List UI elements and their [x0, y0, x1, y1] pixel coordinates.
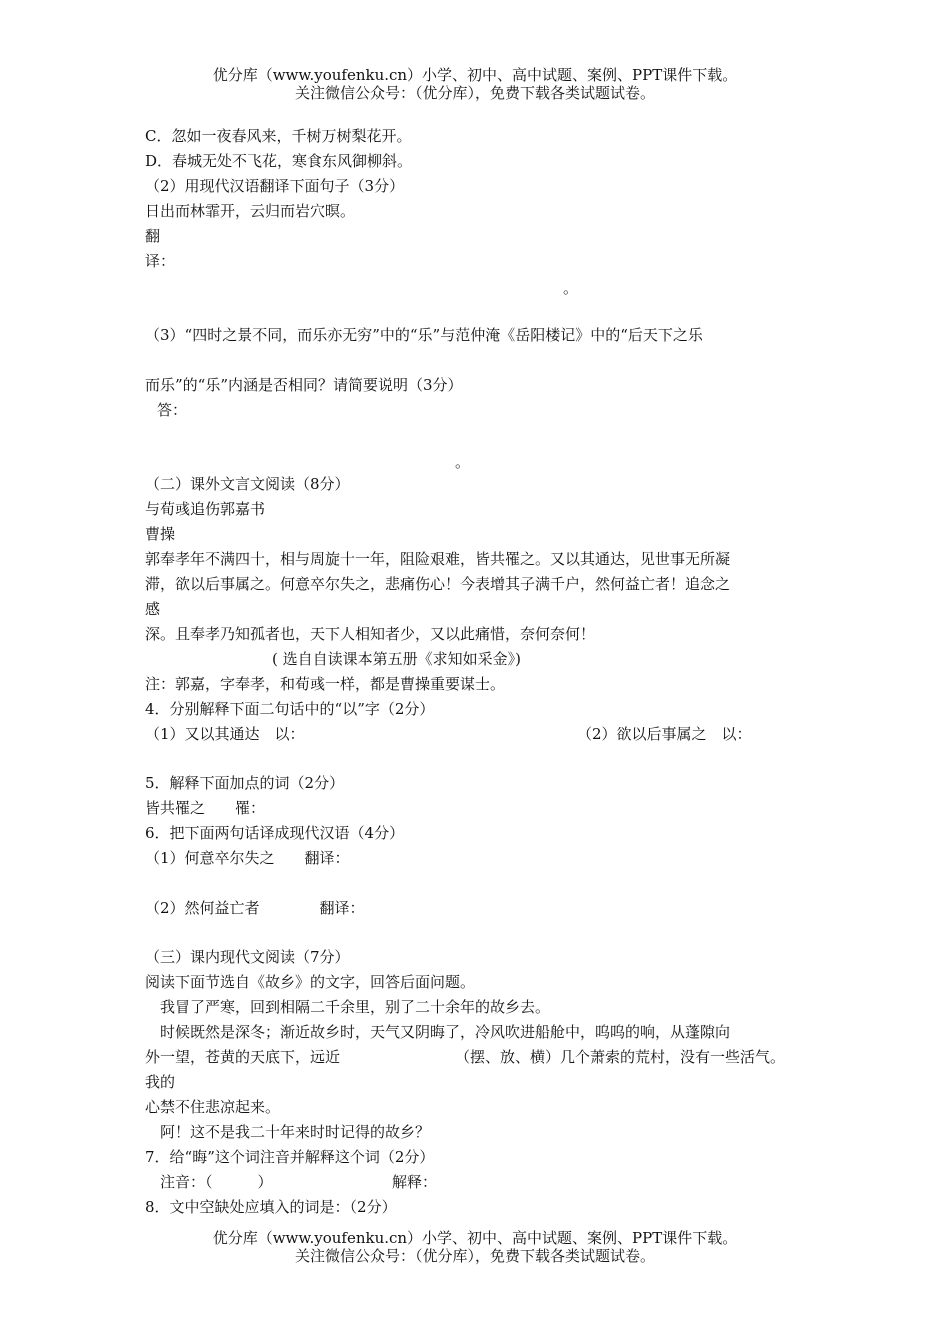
question-4-part-1: （1）又以其通达 以： [145, 725, 305, 743]
excerpt-line-6: 阿！这不是我二十年来时时记得的故乡？ [145, 1123, 431, 1141]
page-footer-line2: 关注微信公众号：（优分库），免费下载各类试题试卷。 [294, 1247, 655, 1265]
answer-end-period: 。 [563, 279, 579, 297]
question-5-item: 皆共罹之 罹： [145, 799, 266, 817]
excerpt-line-2: 时候既然是深冬；渐近故乡时，天气又阴晦了，冷风吹进船舱中，呜呜的响，从蓬隙向 [145, 1023, 731, 1041]
translate-label-2: 译： [145, 252, 176, 270]
passage-line-2: 滞，欲以后事属之。何意卒尔失之，悲痛伤心！今表增其子满千户，然何益亡者！追念之 [145, 575, 731, 593]
question-4-part-2: （2）欲以后事属之 以： [577, 725, 752, 743]
question-2: （2）用现代汉语翻译下面句子（3分） [145, 177, 405, 195]
excerpt-line-4: 我的 [145, 1073, 176, 1091]
page-footer-line1: 优分库（www.youfenku.cn）小学、初中、高中试题、案例、PPT课件下载。 [212, 1229, 738, 1247]
excerpt-line-3-left: 外一望，苍黄的天底下，远近 [145, 1048, 341, 1066]
question-6: 6．把下面两句话译成现代汉语（4分） [145, 824, 405, 842]
question-7-meaning: 解释： [392, 1173, 438, 1191]
excerpt-line-5: 心禁不住悲凉起来。 [145, 1098, 281, 1116]
translate-label-1: 翻 [145, 227, 161, 245]
page-header-line2: 关注微信公众号：（优分库），免费下载各类试题试卷。 [294, 84, 655, 102]
passage-line-1: 郭奉孝年不满四十，相与周旋十一年，阻险艰难，皆共罹之。又以其通达，见世事无所凝 [145, 550, 731, 568]
question-3-line1: （3）“四时之景不同，而乐亦无穷”中的“乐”与范仲淹《岳阳楼记》中的“后天下之乐 [145, 326, 703, 344]
passage-author: 曹操 [145, 525, 176, 543]
section-3-intro: 阅读下面节选自《故乡》的文字，回答后面问题。 [145, 973, 476, 991]
excerpt-line-1: 我冒了严寒，回到相隔二千余里，别了二十余年的故乡去。 [145, 998, 551, 1016]
passage-title: 与荀彧追伤郭嘉书 [145, 500, 266, 518]
question-6-part-2: （2）然何益亡者 翻译： [145, 899, 365, 917]
question-6-part-1: （1）何意卒尔失之 翻译： [145, 849, 350, 867]
question-5: 5．解释下面加点的词（2分） [145, 774, 345, 792]
section-2-heading: （二）课外文言文阅读（8分） [145, 475, 350, 493]
page-header-line1: 优分库（www.youfenku.cn）小学、初中、高中试题、案例、PPT课件下载。 [212, 66, 738, 84]
answer-end-period-2: 。 [455, 453, 471, 471]
passage-source: ( 选自自读课本第五册《求知如采金》) [272, 650, 521, 668]
question-3-line2: 而乐”的“乐”内涵是否相同？请简要说明（3分） [145, 376, 463, 394]
option-c: C．忽如一夜春风来，千树万树梨花开。 [145, 127, 412, 145]
excerpt-line-3-right: （摆、放、横）几个萧索的荒村，没有一些活气。 [455, 1048, 786, 1066]
question-4: 4．分别解释下面二句话中的“以”字（2分） [145, 700, 435, 718]
passage-line-4: 深。且奉孝乃知孤者也，天下人相知者少，又以此痛惜，奈何奈何！ [145, 625, 596, 643]
passage-line-3: 感 [145, 600, 161, 618]
question-8: 8．文中空缺处应填入的词是：（2分） [145, 1198, 397, 1216]
passage-note: 注：郭嘉，字奉孝，和荀彧一样，都是曹操重要谋士。 [145, 675, 506, 693]
answer-label: 答： [157, 401, 188, 419]
question-2-sentence: 日出而林霏开，云归而岩穴暝。 [145, 202, 356, 220]
question-7-pinyin: 注音：（ ） [145, 1173, 273, 1191]
question-7: 7．给“晦”这个词注音并解释这个词（2分） [145, 1148, 435, 1166]
section-3-heading: （三）课内现代文阅读（7分） [145, 948, 350, 966]
option-d: D．春城无处不飞花，寒食东风御柳斜。 [145, 152, 413, 170]
